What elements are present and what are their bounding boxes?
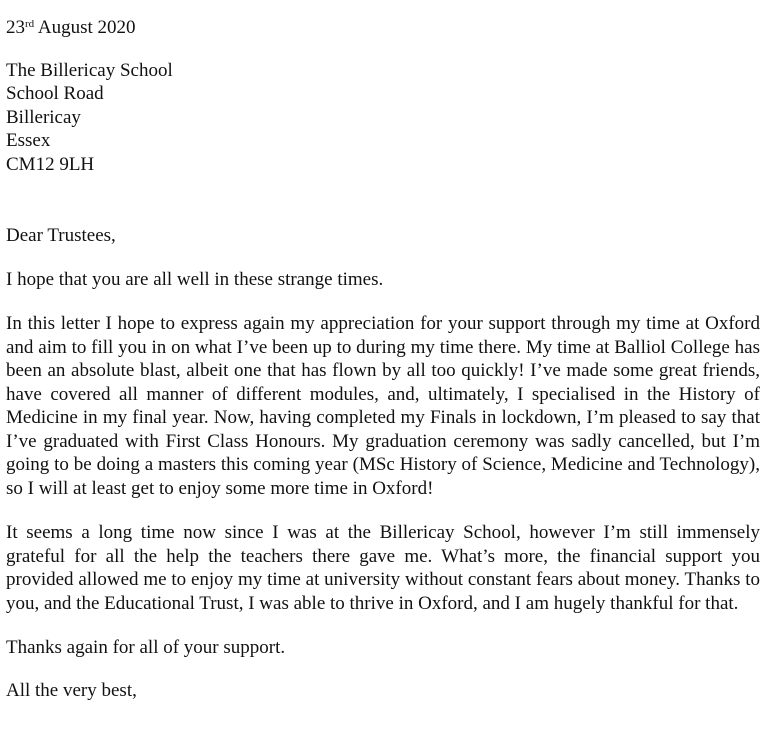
address-line: The Billericay School (6, 59, 173, 81)
body-paragraph: In this letter I hope to express again my appreciation for your support through my time at Oxford and aim to fill you in on what I’ve been up to during my time there. My time at Balliol College has been an absolute blast, albeit one that has flown by all too quickly! I’ve made some great friends, have covered all manner of different modules, and, ultimately, I specialised in the History of Medicine in my final year. Now, having completed my Finals in lockdown, I’m pleased to say that I’ve graduated with First Class Honours. My graduation ceremony was sadly cancelled, but I’m going to be doing a masters this coming year (MSc History of Science, Medicine and Technology), so I will at least get to enjoy some more time in Oxford! (6, 313, 760, 499)
date-day: 23 (6, 17, 25, 38)
address-line: CM12 9LH (6, 153, 95, 175)
date-month-year: August 2020 (37, 17, 136, 38)
closing: All the very best, (6, 679, 137, 701)
salutation: Dear Trustees, (6, 225, 116, 246)
address-line: Billericay (6, 106, 81, 128)
body-paragraph: Thanks again for all of your support. (6, 637, 286, 658)
body-paragraph: It seems a long time now since I was at the Billericay School, however I’m still immensely grateful for all the help the teachers there gave me. What’s more, the financial support you provided allowed me to enjoy my time at university without constant fears about money. Thanks to you, and the Educational Trust, I was able to thrive in Oxford, and I am hugely thankful for that. (6, 522, 760, 614)
address-line: Essex (6, 130, 51, 151)
recipient-address (6, 59, 760, 177)
address-line: School Road (6, 83, 104, 104)
date-suffix: rd (25, 18, 35, 30)
letter-body (6, 268, 760, 660)
body-paragraph: I hope that you are all well in these strange times. (6, 268, 384, 290)
letter-date (6, 16, 760, 40)
letter (6, 16, 760, 702)
